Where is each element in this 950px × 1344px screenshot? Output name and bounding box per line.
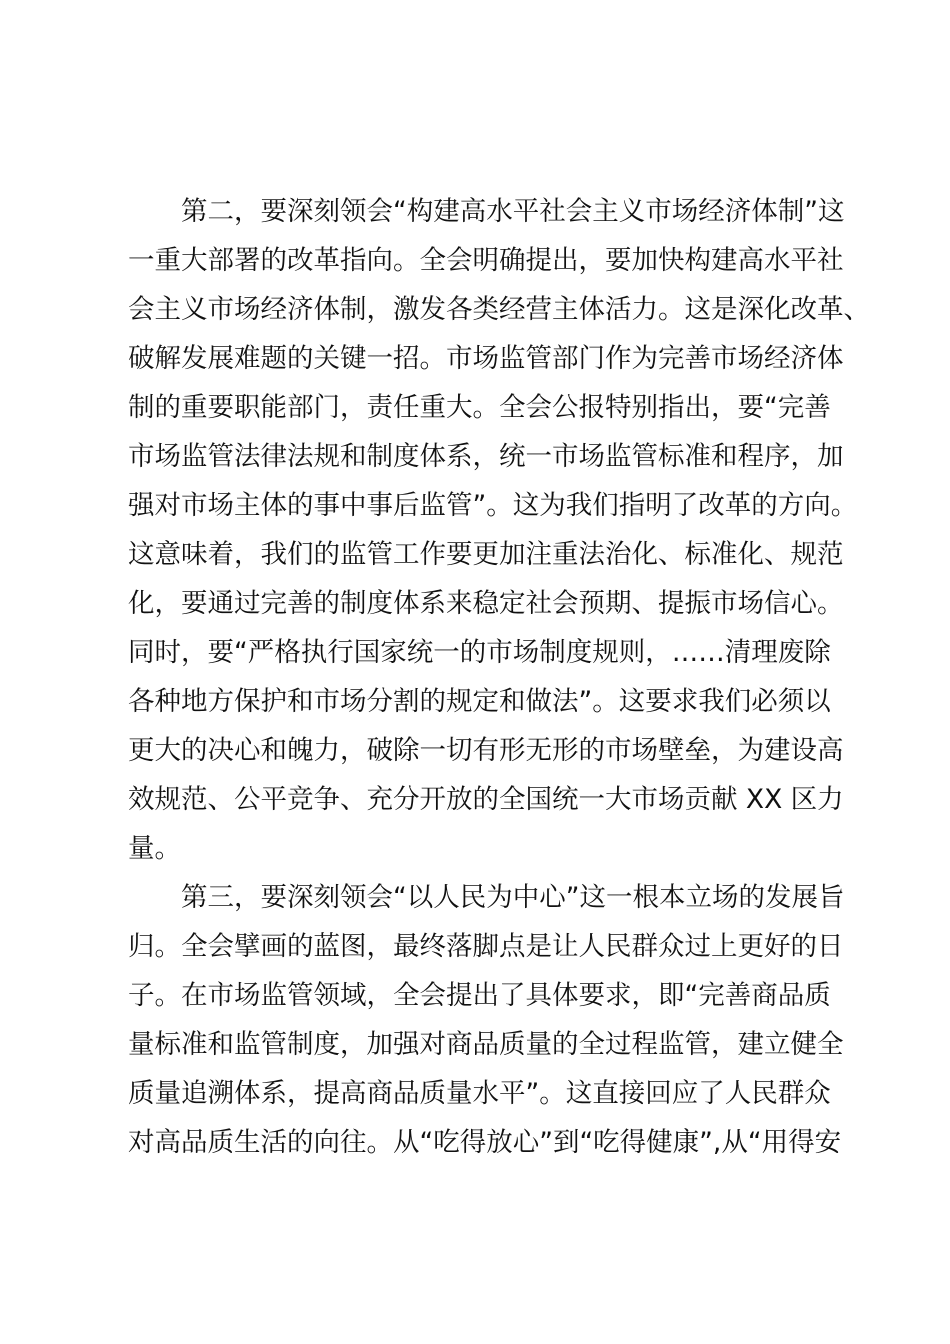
paragraph-1-line-11: 各种地方保护和市场分割的规定和做法”。这要求我们必须以 <box>128 686 831 717</box>
paragraph-2-line-6: 对高品质生活的向往。从“吃得放心”到“吃得健康”,从“用得安 <box>128 1127 842 1158</box>
paragraph-1-line-14: 量。 <box>128 833 181 864</box>
paragraph-1-line-6: 市场监管法律法规和制度体系，统一市场监管标准和程序，加 <box>128 441 844 472</box>
paragraph-2-line-5: 质量追溯体系，提高商品质量水平”。这直接回应了人民群众 <box>128 1078 831 1109</box>
paragraph-1-line-4: 破解发展难题的关键一招。市场监管部门作为完善市场经济体 <box>128 343 844 374</box>
document-body <box>128 187 870 1167</box>
paragraph-2-line-1: 第三，要深刻领会“以人民为中心”这一根本立场的发展旨 <box>181 882 845 913</box>
paragraph-1-line-9: 化，要通过完善的制度体系来稳定社会预期、提振市场信心。 <box>128 588 844 619</box>
paragraph-1-line-13: 效规范、公平竞争、充分开放的全国统一大市场贡献 XX 区力 <box>128 784 844 815</box>
paragraph-1-line-2: 一重大部署的改革指向。全会明确提出，要加快构建高水平社 <box>128 245 844 276</box>
paragraph-1-line-12: 更大的决心和魄力，破除一切有形无形的市场壁垒，为建设高 <box>128 735 844 766</box>
paragraph-1-line-8: 这意味着，我们的监管工作要更加注重法治化、标准化、规范 <box>128 539 844 570</box>
paragraph-2-line-2: 归。全会擘画的蓝图，最终落脚点是让人民群众过上更好的日 <box>128 931 844 962</box>
paragraph-1-line-10: 同时，要“严格执行国家统一的市场制度规则，……清理废除 <box>128 637 831 668</box>
paragraph-2-line-4: 量标准和监管制度，加强对商品质量的全过程监管，建立健全 <box>128 1029 844 1060</box>
paragraph-1-line-7: 强对市场主体的事中事后监管”。这为我们指明了改革的方向。 <box>128 490 858 521</box>
paragraph-2-line-3: 子。在市场监管领域，全会提出了具体要求，即“完善商品质 <box>128 980 831 1011</box>
paragraph-1-line-1: 第二，要深刻领会“构建高水平社会主义市场经济体制”这 <box>181 196 845 227</box>
paragraph-1-line-5: 制的重要职能部门，责任重大。全会公报特别指出，要“完善 <box>128 392 831 423</box>
paragraph-1-line-3: 会主义市场经济体制，激发各类经营主体活力。这是深化改革、 <box>128 294 870 325</box>
